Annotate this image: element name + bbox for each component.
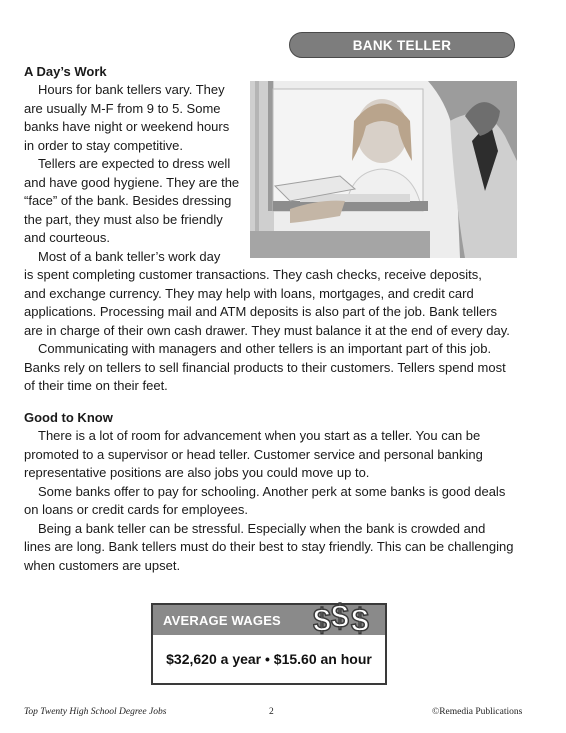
text-line: Tellers are expected to dress well (38, 156, 231, 171)
text-line: applications. Processing mail and ATM deposits is also part of the job. Bank tellers (24, 304, 498, 319)
average-wages-heading: AVERAGE WAGES (163, 613, 281, 628)
bank-teller-photo (250, 81, 517, 258)
text-line: in order to stay competitive. (24, 137, 183, 153)
svg-text:$: $ (313, 602, 331, 635)
text-line: Some banks offer to pay for schooling. Another perk at some banks is good deals (38, 483, 506, 499)
text-line: “face” of the bank. Besides dressing (24, 193, 232, 208)
text-line: the part, they must also be friendly (24, 211, 223, 227)
text-line: when customers are upset. (24, 557, 181, 573)
svg-text:$: $ (331, 599, 349, 634)
footer-page-number: 2 (269, 707, 274, 717)
text-line: Being a bank teller can be stressful. Especially when the bank is crowded and (38, 520, 486, 536)
text-line: There is a lot of room for advancement when you start as a teller. You can be (38, 428, 481, 443)
footer-book-title: Top Twenty High School Degree Jobs (24, 707, 167, 717)
average-wages-header (153, 599, 385, 635)
average-wages-value: $32,620 a year • $15.60 an hour (166, 651, 372, 667)
page-title: BANK TELLER (289, 32, 515, 58)
good-to-know-text (24, 427, 520, 575)
average-wages-box (151, 599, 387, 685)
text-line: banks have night or weekend hours (24, 119, 230, 134)
text-line: are usually M-F from 9 to 5. Some (24, 100, 221, 116)
text-line: of their time on their feet. (24, 378, 168, 393)
svg-text:$: $ (351, 602, 369, 635)
text-line: are in charge of their own cash drawer. They must balance it at the end of every day. (24, 322, 510, 338)
text-line: promoted to a supervisor or head teller. Customer service and personal banking (24, 446, 483, 462)
dollar-signs-icon (313, 599, 375, 635)
footer-publisher: ©Remedia Publications (432, 707, 523, 717)
text-line: and courteous. (24, 230, 111, 245)
teller-window-illustration (250, 81, 517, 258)
text-line: Most of a bank teller’s work day (38, 248, 221, 264)
text-line: Hours for bank tellers vary. They (38, 82, 225, 97)
text-line: representative positions are also jobs you could move up to. (24, 465, 370, 480)
text-line: is spent completing customer transactions. They cash checks, receive deposits, (24, 267, 482, 282)
section-heading-days-work: A Day’s Work (24, 64, 107, 79)
text-line: and have good hygiene. They are the (24, 174, 240, 190)
text-line: Banks rely on tellers to sell financial products to their customers. Tellers spend most (24, 359, 506, 375)
text-line: lines are long. Bank tellers must do their best to stay friendly. This can be challenging (24, 539, 514, 554)
text-line: and exchange currency. They may help with loans, mortgages, and credit card (24, 285, 474, 301)
text-line: Communicating with managers and other tellers is an important part of this job. (38, 341, 492, 356)
section-heading-good-to-know: Good to Know (24, 410, 113, 425)
text-line: on loans or credit cards for employees. (24, 502, 248, 517)
